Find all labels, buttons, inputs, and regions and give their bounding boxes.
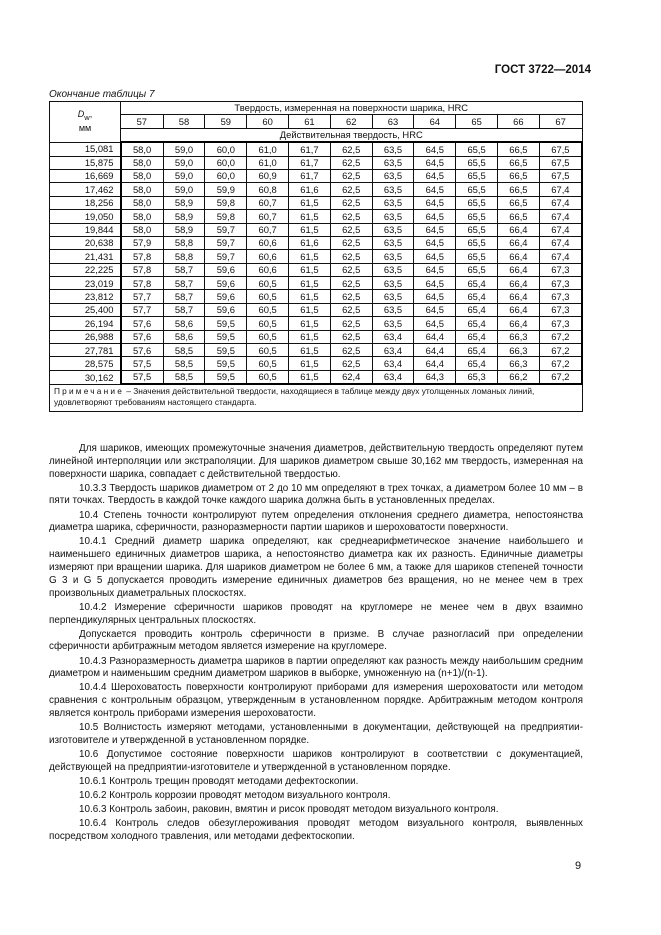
hardness-cell: 57,9 bbox=[121, 236, 164, 249]
table-body bbox=[50, 142, 583, 384]
hardness-cell: 59,5 bbox=[205, 344, 247, 357]
hardness-cell: 61,5 bbox=[289, 223, 331, 236]
hardness-cell: 65,5 bbox=[456, 169, 498, 182]
hardness-cell: 65,5 bbox=[456, 196, 498, 209]
hardness-cell: 60,0 bbox=[205, 156, 247, 169]
hardness-cell: 64,3 bbox=[414, 370, 456, 384]
hardness-cell: 58,5 bbox=[163, 344, 205, 357]
hardness-cell: 67,2 bbox=[539, 357, 582, 370]
hardness-cell: 64,5 bbox=[414, 142, 456, 156]
hardness-cell: 66,3 bbox=[498, 330, 540, 343]
diameter-cell: 22,225 bbox=[50, 263, 121, 276]
hardness-cell: 64,4 bbox=[414, 330, 456, 343]
hardness-cell: 66,4 bbox=[498, 317, 540, 330]
table-row bbox=[50, 236, 583, 249]
hardness-cell: 67,4 bbox=[539, 223, 582, 236]
hardness-cell: 60,7 bbox=[247, 210, 289, 223]
hardness-cell: 60,6 bbox=[247, 263, 289, 276]
hardness-cell: 64,5 bbox=[414, 183, 456, 196]
hardness-cell: 67,3 bbox=[539, 303, 582, 316]
table-row bbox=[50, 223, 583, 236]
hardness-cell: 58,6 bbox=[163, 317, 205, 330]
paragraph: 10.5 Волнистость измеряют методами, установленными в документации, действующей на предприятии-изготовителе и утвержденной в установленном порядке. bbox=[49, 722, 583, 746]
hardness-cell: 63,5 bbox=[372, 142, 414, 156]
hardness-cell: 60,5 bbox=[247, 290, 289, 303]
page-number: 9 bbox=[575, 860, 582, 872]
hardness-cell: 64,5 bbox=[414, 169, 456, 182]
table-row bbox=[50, 210, 583, 223]
hardness-cell: 59,7 bbox=[205, 250, 247, 263]
hardness-cell: 64,5 bbox=[414, 303, 456, 316]
hardness-cell: 63,5 bbox=[372, 236, 414, 249]
table-row bbox=[50, 169, 583, 182]
hardness-cell: 57,7 bbox=[121, 303, 164, 316]
hardness-cell: 63,5 bbox=[372, 250, 414, 263]
hardness-cell: 66,5 bbox=[498, 210, 540, 223]
paragraph: 10.4.2 Измерение сферичности шариков проводят на кругломере не менее чем в двух взаимно перпендикулярных центральных плоскостях. bbox=[49, 601, 583, 626]
diameter-cell: 26,988 bbox=[50, 330, 121, 343]
hardness-cell: 66,4 bbox=[498, 277, 540, 290]
hardness-cell: 65,5 bbox=[456, 210, 498, 223]
table-row bbox=[50, 250, 583, 263]
hardness-cell: 59,0 bbox=[163, 142, 205, 156]
hardness-cell: 60,5 bbox=[247, 344, 289, 357]
table-caption: Окончание таблицы 7 bbox=[49, 89, 155, 100]
hardness-cell: 57,6 bbox=[121, 317, 164, 330]
hardness-cell: 60,9 bbox=[247, 169, 289, 182]
hardness-cell: 64,5 bbox=[414, 250, 456, 263]
hardness-cell: 58,0 bbox=[121, 156, 164, 169]
diameter-cell: 19,844 bbox=[50, 223, 121, 236]
hardness-cell: 59,6 bbox=[205, 277, 247, 290]
paragraph: 10.4.3 Разноразмерность диаметра шариков в партии определяют как разность между наибольшим средним диаметром и наименьшим средним диаметром шариков в выборке, умноженную на (n+1)/(n-1). bbox=[49, 655, 583, 680]
hardness-cell: 67,2 bbox=[539, 370, 582, 384]
hardness-cell: 58,6 bbox=[163, 330, 205, 343]
hardness-cell: 63,4 bbox=[372, 344, 414, 357]
hardness-cell: 59,5 bbox=[205, 317, 247, 330]
table-row bbox=[50, 330, 583, 343]
hardness-cell: 62,4 bbox=[330, 370, 372, 384]
hardness-cell: 59,8 bbox=[205, 196, 247, 209]
paragraph: 10.6.3 Контроль забоин, раковин, вмятин и рисок проводят методом визуального контроля. bbox=[79, 804, 499, 816]
hardness-cell: 61,0 bbox=[247, 142, 289, 156]
table-row bbox=[50, 263, 583, 276]
hardness-column-66: 66 bbox=[498, 115, 540, 128]
hardness-column-58: 58 bbox=[163, 115, 205, 128]
hardness-cell: 62,5 bbox=[330, 156, 372, 169]
hardness-cell: 66,3 bbox=[498, 357, 540, 370]
table-row bbox=[50, 357, 583, 370]
hardness-cell: 58,0 bbox=[121, 196, 164, 209]
hardness-cell: 59,7 bbox=[205, 223, 247, 236]
hardness-cell: 58,8 bbox=[163, 250, 205, 263]
hardness-cell: 61,0 bbox=[247, 156, 289, 169]
diameter-cell: 26,194 bbox=[50, 317, 121, 330]
note-label: Примечание bbox=[54, 386, 125, 397]
hardness-cell: 62,5 bbox=[330, 344, 372, 357]
hardness-cell: 60,8 bbox=[247, 183, 289, 196]
hardness-cell: 61,5 bbox=[289, 303, 331, 316]
hardness-cell: 61,5 bbox=[289, 196, 331, 209]
hardness-cell: 57,5 bbox=[121, 357, 164, 370]
diameter-cell: 15,081 bbox=[50, 142, 121, 156]
hardness-cell: 61,5 bbox=[289, 357, 331, 370]
diameter-cell: 21,431 bbox=[50, 250, 121, 263]
hardness-table bbox=[49, 101, 583, 412]
hardness-column-62: 62 bbox=[330, 115, 372, 128]
hardness-columns-row bbox=[50, 115, 583, 128]
hardness-column-59: 59 bbox=[205, 115, 247, 128]
table-row bbox=[50, 183, 583, 196]
hardness-cell: 60,5 bbox=[247, 317, 289, 330]
hardness-column-65: 65 bbox=[456, 115, 498, 128]
hardness-cell: 61,5 bbox=[289, 210, 331, 223]
hardness-cell: 65,4 bbox=[456, 277, 498, 290]
hardness-cell: 64,5 bbox=[414, 290, 456, 303]
table-row bbox=[50, 196, 583, 209]
diameter-cell: 16,669 bbox=[50, 169, 121, 182]
hardness-cell: 63,5 bbox=[372, 303, 414, 316]
hardness-cell: 64,4 bbox=[414, 357, 456, 370]
hardness-cell: 61,5 bbox=[289, 250, 331, 263]
paragraph: 10.6.1 Контроль трещин проводят методами дефектоскопии. bbox=[79, 775, 359, 787]
paragraph: 10.4 Степень точности контролируют путем определения отклонения среднего диаметра, непостоянства диаметра шарика, сферичности, разноразмерности партии шариков и шероховатости поверхности. bbox=[49, 509, 583, 534]
hardness-cell: 61,5 bbox=[289, 370, 331, 384]
hardness-cell: 64,5 bbox=[414, 277, 456, 290]
hardness-cell: 59,0 bbox=[163, 156, 205, 169]
hardness-cell: 59,9 bbox=[205, 183, 247, 196]
hardness-cell: 57,8 bbox=[121, 250, 164, 263]
hardness-cell: 62,5 bbox=[330, 142, 372, 156]
hardness-cell: 65,5 bbox=[456, 236, 498, 249]
hardness-cell: 67,5 bbox=[539, 169, 582, 182]
hardness-cell: 60,7 bbox=[247, 223, 289, 236]
diameter-cell: 19,050 bbox=[50, 210, 121, 223]
hardness-cell: 67,4 bbox=[539, 210, 582, 223]
hardness-cell: 60,5 bbox=[247, 277, 289, 290]
table-row bbox=[50, 156, 583, 169]
hardness-column-63: 63 bbox=[372, 115, 414, 128]
hardness-cell: 66,4 bbox=[498, 236, 540, 249]
hardness-cell: 61,5 bbox=[289, 277, 331, 290]
hardness-cell: 64,5 bbox=[414, 196, 456, 209]
hardness-cell: 63,5 bbox=[372, 196, 414, 209]
hardness-cell: 62,5 bbox=[330, 169, 372, 182]
hardness-cell: 66,4 bbox=[498, 223, 540, 236]
hardness-cell: 67,2 bbox=[539, 330, 582, 343]
hardness-cell: 67,4 bbox=[539, 236, 582, 249]
hardness-cell: 65,4 bbox=[456, 357, 498, 370]
paragraph: 10.6 Допустимое состояние поверхности шариков контролируют в соответствии с документацией, действующей на предприятии-изготовителе и утвержденной в установленном порядке. bbox=[49, 749, 583, 773]
hardness-cell: 57,6 bbox=[121, 344, 164, 357]
hardness-cell: 60,5 bbox=[247, 330, 289, 343]
hardness-cell: 58,9 bbox=[163, 210, 205, 223]
hardness-cell: 64,5 bbox=[414, 236, 456, 249]
hardness-cell: 60,7 bbox=[247, 196, 289, 209]
hardness-cell: 60,6 bbox=[247, 250, 289, 263]
hardness-cell: 65,4 bbox=[456, 317, 498, 330]
hardness-cell: 59,8 bbox=[205, 210, 247, 223]
hardness-cell: 57,8 bbox=[121, 263, 164, 276]
hardness-cell: 58,7 bbox=[163, 277, 205, 290]
hardness-cell: 66,5 bbox=[498, 156, 540, 169]
hardness-cell: 63,4 bbox=[372, 370, 414, 384]
paragraph: 10.3.3 Твердость шариков диаметром от 2 до 10 мм определяют в трех точках, а диаметром более 10 мм – в пяти точках. Твердость в каждой точке каждого шарика должна быть в установленных пределах. bbox=[49, 482, 583, 507]
hardness-cell: 62,5 bbox=[330, 183, 372, 196]
hardness-cell: 65,5 bbox=[456, 223, 498, 236]
hardness-cell: 65,3 bbox=[456, 370, 498, 384]
hardness-cell: 61,5 bbox=[289, 290, 331, 303]
hardness-cell: 58,0 bbox=[121, 169, 164, 182]
hardness-cell: 64,5 bbox=[414, 210, 456, 223]
hardness-cell: 66,5 bbox=[498, 169, 540, 182]
diameter-cell: 27,781 bbox=[50, 344, 121, 357]
hardness-cell: 64,5 bbox=[414, 156, 456, 169]
hardness-cell: 63,5 bbox=[372, 317, 414, 330]
body-text bbox=[49, 443, 583, 845]
diameter-cell: 30,162 bbox=[50, 370, 121, 384]
hardness-cell: 66,3 bbox=[498, 344, 540, 357]
hardness-cell: 67,3 bbox=[539, 263, 582, 276]
hardness-cell: 58,0 bbox=[121, 223, 164, 236]
hardness-cell: 59,0 bbox=[163, 183, 205, 196]
hardness-cell: 61,5 bbox=[289, 263, 331, 276]
hardness-cell: 67,5 bbox=[539, 142, 582, 156]
hardness-cell: 65,4 bbox=[456, 290, 498, 303]
diameter-cell: 20,638 bbox=[50, 236, 121, 249]
hardness-cell: 58,7 bbox=[163, 303, 205, 316]
hardness-cell: 66,4 bbox=[498, 303, 540, 316]
hardness-cell: 66,2 bbox=[498, 370, 540, 384]
diameter-cell: 28,575 bbox=[50, 357, 121, 370]
hardness-cell: 60,0 bbox=[205, 142, 247, 156]
hardness-cell: 60,5 bbox=[247, 370, 289, 384]
hardness-cell: 63,4 bbox=[372, 330, 414, 343]
table-row bbox=[50, 142, 583, 156]
hardness-cell: 59,7 bbox=[205, 236, 247, 249]
table-row bbox=[50, 277, 583, 290]
hardness-cell: 58,9 bbox=[163, 196, 205, 209]
hardness-cell: 67,4 bbox=[539, 183, 582, 196]
paragraph: 10.4.1 Средний диаметр шарика определяют, как среднеарифметическое значение наибольшего и наименьшего единичных диаметров шарика, а непостоянство диаметра как их разность. Единичные диаметры измеряют при вращении шарика. Для шариков диаметром не более 6 мм, а также для шариков степеней точности G 3 и G 5 допускается проводить измерение единичных диаметров без вращения, но не менее чем в трех произвольных диаметральных плоскостях. bbox=[49, 536, 583, 599]
diameter-cell: 25,400 bbox=[50, 303, 121, 316]
hardness-cell: 62,5 bbox=[330, 277, 372, 290]
hardness-column-67: 67 bbox=[539, 115, 582, 128]
hardness-cell: 67,2 bbox=[539, 344, 582, 357]
hardness-cell: 62,5 bbox=[330, 250, 372, 263]
hardness-cell: 62,5 bbox=[330, 223, 372, 236]
hardness-cell: 63,5 bbox=[372, 210, 414, 223]
hardness-cell: 66,4 bbox=[498, 290, 540, 303]
hardness-cell: 65,4 bbox=[456, 330, 498, 343]
hardness-cell: 63,5 bbox=[372, 277, 414, 290]
hardness-cell: 57,6 bbox=[121, 330, 164, 343]
hardness-cell: 61,7 bbox=[289, 156, 331, 169]
hardness-cell: 66,4 bbox=[498, 250, 540, 263]
hardness-cell: 62,5 bbox=[330, 210, 372, 223]
table-row bbox=[50, 370, 583, 384]
paragraph: Допускается проводить контроль сферичности в призме. В случае разногласий при определении сферичности арбитражным методом является измерение на кругломере. bbox=[49, 628, 583, 653]
diameter-cell: 18,256 bbox=[50, 196, 121, 209]
hardness-cell: 61,6 bbox=[289, 236, 331, 249]
hardness-cell: 61,5 bbox=[289, 330, 331, 343]
hardness-cell: 66,5 bbox=[498, 196, 540, 209]
hardness-cell: 62,5 bbox=[330, 330, 372, 343]
hardness-cell: 61,7 bbox=[289, 142, 331, 156]
note-text: – Значения действительной твердости, находящиеся в таблице между двух утолщенных ломаных линий, удовлетворяют требованиям настоящего стандарта. bbox=[54, 386, 535, 408]
hardness-cell: 67,3 bbox=[539, 277, 582, 290]
hardness-cell: 60,5 bbox=[247, 303, 289, 316]
document-code: ГОСТ 3722—2014 bbox=[494, 64, 591, 76]
table-row bbox=[50, 290, 583, 303]
hardness-cell: 59,5 bbox=[205, 370, 247, 384]
hardness-cell: 67,3 bbox=[539, 290, 582, 303]
hardness-cell: 65,4 bbox=[456, 344, 498, 357]
hardness-cell: 57,5 bbox=[121, 370, 164, 384]
hardness-cell: 63,5 bbox=[372, 156, 414, 169]
hardness-cell: 62,5 bbox=[330, 317, 372, 330]
hardness-cell: 61,5 bbox=[289, 317, 331, 330]
table-note bbox=[50, 384, 583, 411]
hardness-cell: 59,6 bbox=[205, 263, 247, 276]
hardness-cell: 63,5 bbox=[372, 263, 414, 276]
hardness-cell: 66,5 bbox=[498, 183, 540, 196]
hardness-column-60: 60 bbox=[247, 115, 289, 128]
hardness-cell: 58,7 bbox=[163, 263, 205, 276]
diameter-cell: 23,019 bbox=[50, 277, 121, 290]
hardness-cell: 61,7 bbox=[289, 169, 331, 182]
hardness-cell: 62,5 bbox=[330, 357, 372, 370]
hardness-cell: 58,9 bbox=[163, 223, 205, 236]
hardness-cell: 64,5 bbox=[414, 317, 456, 330]
hardness-cell: 63,5 bbox=[372, 290, 414, 303]
hardness-cell: 65,5 bbox=[456, 156, 498, 169]
hardness-cell: 62,5 bbox=[330, 303, 372, 316]
hardness-cell: 66,5 bbox=[498, 142, 540, 156]
diameter-cell: 23,812 bbox=[50, 290, 121, 303]
hardness-cell: 58,0 bbox=[121, 210, 164, 223]
measured-hardness-header: Твердость, измеренная на поверхности шарика, HRC bbox=[121, 102, 583, 115]
hardness-cell: 60,5 bbox=[247, 357, 289, 370]
hardness-cell: 61,5 bbox=[289, 344, 331, 357]
diameter-cell: 15,875 bbox=[50, 156, 121, 169]
hardness-cell: 62,5 bbox=[330, 290, 372, 303]
hardness-cell: 67,3 bbox=[539, 317, 582, 330]
hardness-column-57: 57 bbox=[121, 115, 164, 128]
hardness-cell: 65,5 bbox=[456, 250, 498, 263]
hardness-cell: 67,4 bbox=[539, 196, 582, 209]
hardness-cell: 65,5 bbox=[456, 183, 498, 196]
table-row bbox=[50, 344, 583, 357]
diameter-cell: 17,462 bbox=[50, 183, 121, 196]
hardness-cell: 64,4 bbox=[414, 344, 456, 357]
hardness-cell: 60,0 bbox=[205, 169, 247, 182]
hardness-cell: 67,5 bbox=[539, 156, 582, 169]
paragraph: 10.4.4 Шероховатость поверхности контролируют приборами для измерения шероховатости или методом сравнения с контрольным образцом, утвержденным в установленном порядке. Арбитражным методом контроля является контроль приборами измерения шероховатости. bbox=[49, 682, 583, 720]
hardness-column-64: 64 bbox=[414, 115, 456, 128]
hardness-cell: 64,5 bbox=[414, 223, 456, 236]
hardness-cell: 65,4 bbox=[456, 303, 498, 316]
hardness-cell: 59,0 bbox=[163, 169, 205, 182]
hardness-cell: 63,5 bbox=[372, 169, 414, 182]
paragraph: 10.6.4 Контроль следов обезуглероживания проводят методом визуального контроля, выявленных посредством холодного травления, или методами дефектоскопии. bbox=[49, 818, 583, 842]
hardness-cell: 63,5 bbox=[372, 183, 414, 196]
hardness-cell: 58,0 bbox=[121, 142, 164, 156]
hardness-cell: 67,4 bbox=[539, 250, 582, 263]
hardness-cell: 58,0 bbox=[121, 183, 164, 196]
hardness-cell: 58,8 bbox=[163, 236, 205, 249]
hardness-cell: 59,5 bbox=[205, 357, 247, 370]
hardness-cell: 65,5 bbox=[456, 142, 498, 156]
hardness-cell: 57,7 bbox=[121, 290, 164, 303]
hardness-cell: 57,8 bbox=[121, 277, 164, 290]
hardness-cell: 61,6 bbox=[289, 183, 331, 196]
paragraph: 10.6.2 Контроль коррозии проводят методом визуального контроля. bbox=[79, 789, 391, 801]
table-row bbox=[50, 317, 583, 330]
hardness-cell: 65,5 bbox=[456, 263, 498, 276]
hardness-cell: 58,5 bbox=[163, 357, 205, 370]
diameter-column-header: $D_w$, мм bbox=[50, 102, 121, 143]
hardness-cell: 58,7 bbox=[163, 290, 205, 303]
hardness-cell: 59,5 bbox=[205, 330, 247, 343]
hardness-cell: 62,5 bbox=[330, 236, 372, 249]
table-row bbox=[50, 303, 583, 316]
hardness-cell: 64,5 bbox=[414, 263, 456, 276]
hardness-cell: 59,6 bbox=[205, 303, 247, 316]
actual-hardness-header: Действительная твердость, HRC bbox=[121, 128, 583, 142]
hardness-cell: 66,4 bbox=[498, 263, 540, 276]
paragraph: Для шариков, имеющих промежуточные значения диаметров, действительную твердость определяют путем линейной интерполяции или экстраполяции. Для шариков диаметром свыше 30,162 мм твердость, измеренная на поверхности шарика, совпадает с действительной твердостью. bbox=[49, 443, 583, 480]
hardness-cell: 58,5 bbox=[163, 370, 205, 384]
hardness-cell: 59,6 bbox=[205, 290, 247, 303]
hardness-cell: 63,4 bbox=[372, 357, 414, 370]
hardness-cell: 62,5 bbox=[330, 196, 372, 209]
hardness-cell: 62,5 bbox=[330, 263, 372, 276]
hardness-cell: 63,5 bbox=[372, 223, 414, 236]
hardness-column-61: 61 bbox=[289, 115, 331, 128]
hardness-cell: 60,6 bbox=[247, 236, 289, 249]
